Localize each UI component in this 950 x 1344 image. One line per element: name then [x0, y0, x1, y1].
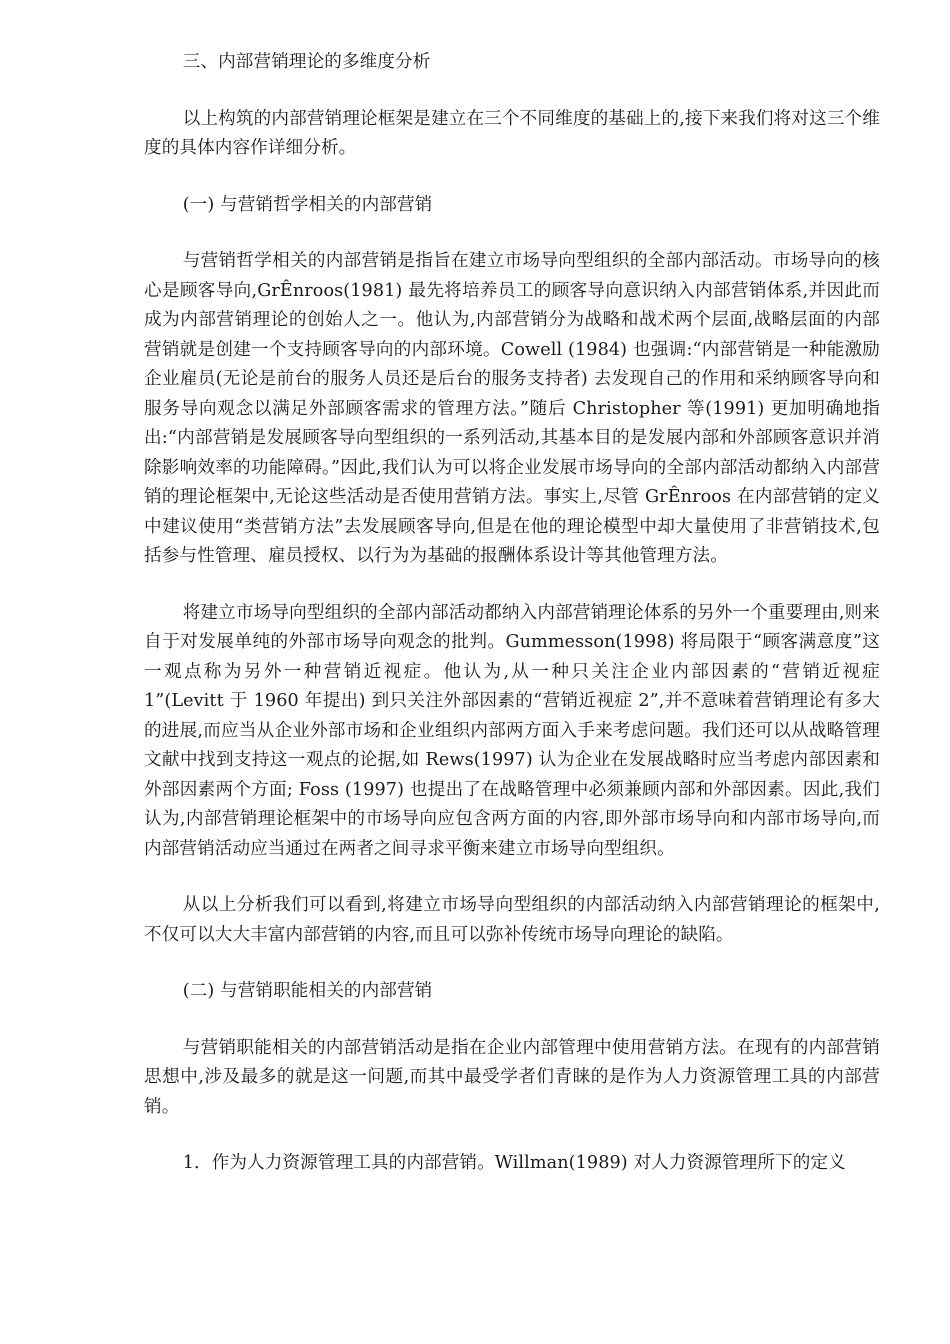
document-body	[144, 48, 880, 1206]
paragraph-3: 从以上分析我们可以看到,将建立市场导向型组织的内部活动纳入内部营销理论的框架中,不仅可以大大丰富内部营销的内容,而且可以弥补传统市场导向理论的缺陷。	[144, 895, 880, 945]
intro-paragraph: 以上构筑的内部营销理论框架是建立在三个不同维度的基础上的,接下来我们将对这三个维度的具体内容作详细分析。	[144, 108, 880, 158]
subsection-heading-2: (二) 与营销职能相关的内部营销	[182, 981, 433, 1001]
paragraph-5: 1．作为人力资源管理工具的内部营销。Willman(1989) 对人力资源管理所下的定义	[182, 1153, 846, 1173]
subsection-heading-1: (一) 与营销哲学相关的内部营销	[182, 194, 433, 215]
paragraph-1: 与营销哲学相关的内部营销是指旨在建立市场导向型组织的全部内部活动。市场导向的核心是顾客导向,GrÊnroos(1981) 最先将培养员工的顾客导向意识纳入内部营销体系,并因此而成为内部营销理论的创始人之一。他认为,内部营销分为战略和战术两个层面,战略层面的内部营销就是创建一个支持顾客导向的内部环境。Cowell (1984) 也强调:“内部营销是一种能激励企业雇员(无论是前台的服务人员还是后台的服务支持者) 去发现自己的作用和采纳顾客导向和服务导向观念以满足外部顾客需求的管理方法。”随后 Christopher 等(1991) 更加明确地指出:“内部营销是发展顾客导向型组织的一系列活动,其基本目的是发展内部和外部顾客意识并消除影响效率的功能障碍。”因此,我们认为可以将企业发展市场导向的全部内部活动都纳入内部营销的理论框架中,无论这些活动是否使用营销方法。事实上,尽管 GrÊnroos 在内部营销的定义中建议使用“类营销方法”去发展顾客导向,但是在他的理论模型中却大量使用了非营销技术,包括参与性管理、雇员授权、以行为为基础的报酬体系设计等其他管理方法。	[144, 251, 880, 566]
section-heading: 三、内部营销理论的多维度分析	[182, 52, 431, 72]
paragraph-2: 将建立市场导向型组织的全部内部活动都纳入内部营销理论体系的另外一个重要理由,则来自于对发展单纯的外部市场导向观念的批判。Gummesson(1998) 将局限于“顾客满意度”这一观点称为另外一种营销近视症。他认为,从一种只关注企业内部因素的“营销近视症 1”(Levitt 于 1960 年提出) 到只关注外部因素的“营销近视症 2”,并不意味着营销理论有多大的进展,而应当从企业外部市场和企业组织内部两方面入手来考虑问题。我们还可以从战略管理文献中找到支持这一观点的论据,如 Rews(1997) 认为企业在发展战略时应当考虑内部因素和外部因素两个方面; Foss (1997) 也提出了在战略管理中必须兼顾内部和外部因素。因此,我们认为,内部营销理论框架中的市场导向应包含两方面的内容,即外部市场导向和内部市场导向,而内部营销活动应当通过在两者之间寻求平衡来建立市场导向型组织。	[144, 602, 880, 859]
paragraph-4: 与营销职能相关的内部营销活动是指在企业内部管理中使用营销方法。在现有的内部营销思想中,涉及最多的就是这一问题,而其中最受学者们青睐的是作为人力资源管理工具的内部营销。	[144, 1037, 880, 1117]
